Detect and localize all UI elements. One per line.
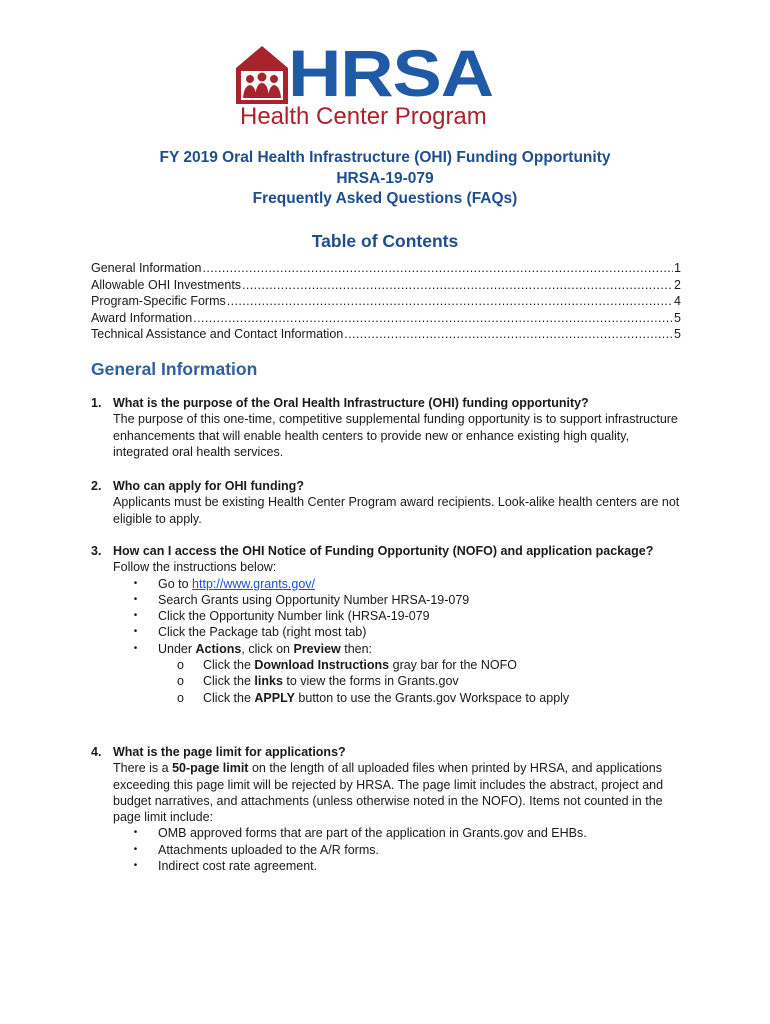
toc-entry[interactable] — [91, 293, 681, 310]
list-item-text: Attachments uploaded to the A/R forms. — [158, 842, 379, 857]
list-item-text: Click the Package tab (right most tab) — [158, 625, 367, 640]
faq-item-3 — [91, 543, 681, 706]
list-item — [113, 624, 681, 640]
faq-question — [91, 395, 681, 411]
list-item-text: Search Grants using Opportunity Number HRSA-19-079 — [158, 592, 470, 607]
faq-question-text: What is the page limit for applications? — [113, 745, 346, 759]
list-item — [113, 641, 681, 657]
toc-entry[interactable] — [91, 326, 681, 343]
list-item-text — [158, 641, 372, 657]
bullet-list — [113, 825, 681, 874]
bold-text: Preview — [293, 641, 341, 656]
faq-answer — [113, 760, 681, 825]
list-item-text — [158, 576, 315, 592]
text-run: Click the — [203, 690, 255, 705]
bullet-icon: • — [133, 593, 138, 605]
list-item — [113, 576, 681, 592]
toc-entry-label: Award Information — [91, 310, 193, 325]
toc-entry-label: Program-Specific Forms — [91, 294, 226, 309]
bold-text: Actions — [195, 641, 242, 656]
faq-number: 1. — [91, 396, 102, 410]
sub-list-item — [158, 673, 681, 689]
bullet-icon: • — [133, 610, 138, 622]
toc-entry-page: 1 — [674, 261, 681, 275]
faq-question-text: What is the purpose of the Oral Health Infrastructure (OHI) funding opportunity? — [113, 396, 589, 410]
toc-dot-leader — [242, 277, 673, 294]
title-line-1: FY 2019 Oral Health Infrastructure (OHI) Funding Opportunity — [159, 149, 611, 166]
list-item-text-prefix: Go to — [158, 576, 193, 591]
text-run: then: — [340, 641, 373, 656]
bullet-icon: • — [133, 827, 138, 839]
bold-text: 50-page limit — [172, 761, 249, 776]
toc-heading: Table of Contents — [311, 231, 459, 251]
toc-entry[interactable] — [91, 260, 681, 277]
toc-entry-label: General Information — [91, 261, 202, 275]
text-run: Click the — [203, 674, 255, 689]
sub-bullet-icon: o — [177, 674, 184, 689]
text-run: gray bar for the NOFO — [389, 658, 517, 673]
faq-question-text: Who can apply for OHI funding? — [113, 479, 304, 493]
faq-item-1 — [91, 395, 681, 460]
list-item — [113, 842, 681, 858]
toc-dot-leader — [344, 326, 673, 343]
list-item-text: Indirect cost rate agreement. — [158, 859, 318, 874]
title-line-2: HRSA-19-079 — [336, 169, 434, 187]
faq-question — [91, 543, 681, 559]
faq-answer: Applicants must be existing Health Center Program award recipients. Look-alike health centers are not eligible to apply. — [113, 495, 680, 526]
toc-entry-page: 5 — [674, 327, 681, 342]
toc-entry-page: 2 — [674, 277, 681, 292]
title-line-3: Frequently Asked Questions (FAQs) — [252, 190, 518, 207]
toc-entry-label: Allowable OHI Investments — [91, 277, 242, 292]
table-of-contents — [91, 260, 681, 343]
text-run: Click the — [203, 658, 255, 673]
faq-question — [91, 744, 681, 760]
logo-subtitle: Health Center Program — [240, 103, 487, 130]
bullet-list — [113, 576, 681, 706]
toc-dot-leader — [193, 310, 673, 327]
bold-text: links — [254, 674, 283, 689]
toc-entry-label: Technical Assistance and Contact Information — [91, 327, 344, 342]
faq-number: 2. — [91, 479, 102, 493]
sub-list-item — [158, 657, 681, 673]
text-run: Under — [158, 641, 196, 656]
faq-item-4 — [91, 744, 681, 874]
document-title — [0, 148, 770, 210]
faq-number: 3. — [91, 544, 102, 558]
list-item — [113, 608, 681, 624]
text-run: , click on — [241, 641, 294, 656]
sub-bullet-icon: o — [177, 658, 184, 673]
faq-item-2 — [91, 478, 681, 527]
section-heading: General Information — [91, 359, 258, 379]
list-item — [113, 825, 681, 841]
bullet-icon: • — [133, 860, 138, 872]
toc-entry[interactable] — [91, 310, 681, 327]
bullet-icon: • — [133, 843, 138, 855]
text-run: on the length of all uploaded files when printed by HRSA, and applications exceeding this page limit will be rejected by HRSA. The page limit includes the abstract, project and budget narratives, and attachments (unless otherwise noted in the NOFO). Items not counted in the page limit include: — [113, 761, 664, 825]
toc-entry-page: 5 — [674, 310, 681, 325]
logo-wordmark: HRSA — [288, 36, 493, 110]
list-item-text: OMB approved forms that are part of the application in Grants.gov and EHBs. — [158, 826, 587, 841]
text-run: to view the forms in Grants.gov — [282, 674, 459, 689]
grants-gov-link[interactable]: http://www.grants.gov/ — [192, 576, 316, 591]
toc-dot-leader — [227, 293, 673, 310]
bullet-icon: • — [133, 577, 138, 589]
bullet-icon: • — [133, 642, 138, 654]
list-item-text — [203, 673, 459, 689]
sub-list-item — [158, 690, 681, 706]
house-people-icon — [236, 46, 288, 104]
sub-bullet-icon: o — [177, 690, 184, 705]
toc-dot-leader — [202, 260, 673, 277]
faq-question-text: How can I access the OHI Notice of Funding Opportunity (NOFO) and application package? — [113, 544, 654, 558]
hrsa-logo — [236, 36, 536, 132]
text-run: button to use the Grants.gov Workspace to apply — [294, 690, 570, 705]
list-item-text: Click the Opportunity Number link (HRSA-19-079 — [158, 609, 430, 624]
list-item-text — [203, 657, 517, 673]
bold-text: APPLY — [254, 690, 295, 705]
faq-question — [91, 478, 681, 494]
bold-text: Download Instructions — [254, 658, 390, 673]
list-item-text — [203, 690, 569, 706]
toc-entry-page: 4 — [674, 294, 681, 309]
faq-number: 4. — [91, 745, 102, 759]
faq-answer: The purpose of this one-time, competitive supplemental funding opportunity is to support infrastructure enhancements that will enable health centers to provide new or enhance existing high quality, integrated oral health services. — [113, 412, 678, 459]
faq-answer-intro: Follow the instructions below: — [113, 560, 277, 575]
list-item — [113, 858, 681, 874]
list-item — [113, 592, 681, 608]
toc-entry[interactable] — [91, 277, 681, 294]
text-run: There is a — [113, 761, 173, 776]
bullet-icon: • — [133, 626, 138, 638]
